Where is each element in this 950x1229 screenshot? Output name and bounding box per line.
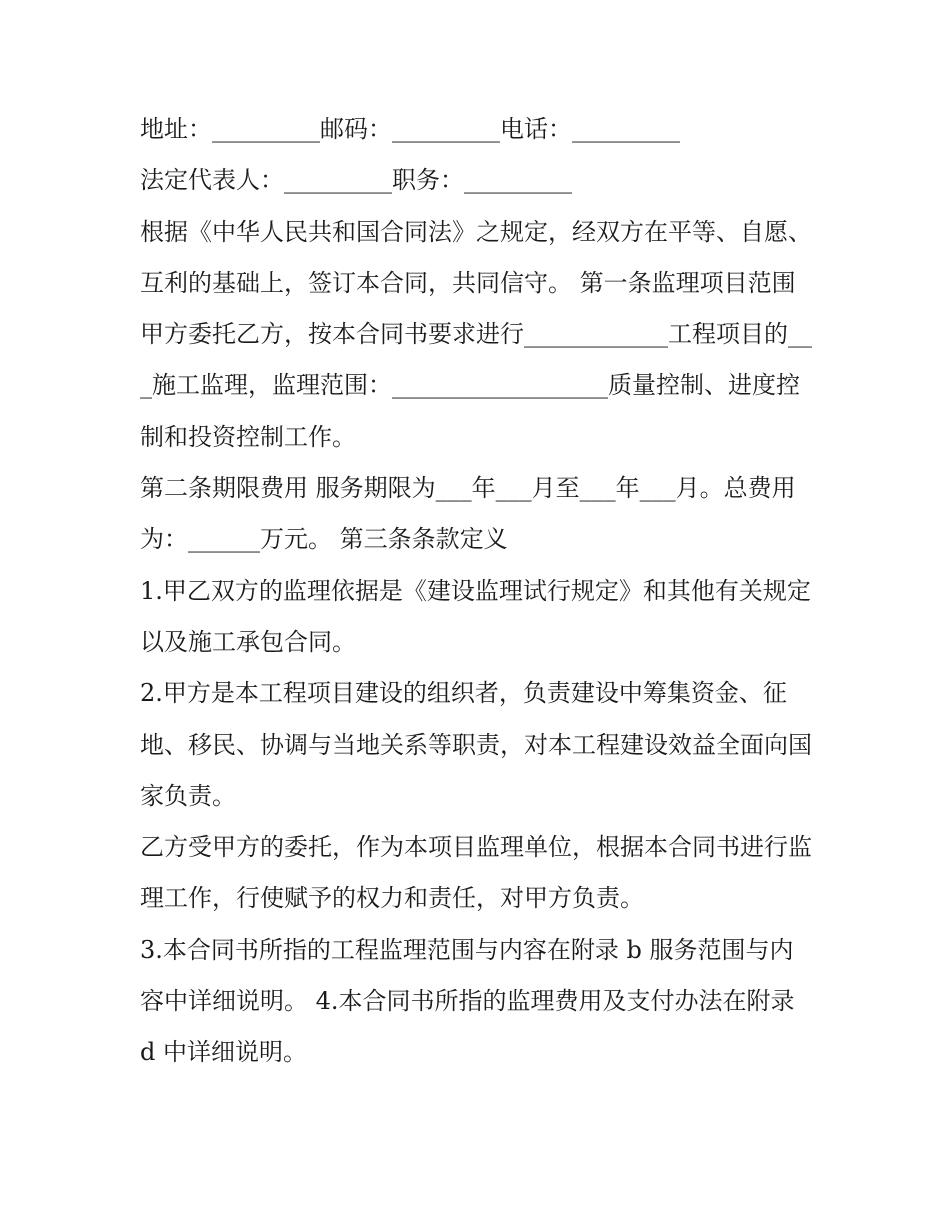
preamble-paragraph: 根据《中华人民共和国合同法》之规定，经双方在平等、自愿、互利的基础上，签订本合同，共同信守。 第一条监理项目范围 — [140, 217, 812, 297]
party-b-paragraph: 乙方受甲方的委托，作为本项目监理单位，根据本合同书进行监理工作，行使赋予的权力和责任，对甲方负责。 — [140, 833, 812, 913]
clause-3-4-paragraph: 3.本合同书所指的工程监理范围与内容在附录 b 服务范围与内容中详细说明。 4.本合同书所指的监理费用及支付办法在附录 d 中详细说明。 — [140, 935, 795, 1067]
term-fee-paragraph: 第二条期限费用 服务期限为___年___月至___年___月。总费用为：______万元。 第三条条款定义 — [140, 474, 796, 554]
clause-2-paragraph: 2.甲方是本工程项目建设的组织者，负责建设中筹集资金、征地、移民、协调与当地关系等职责，对本工程建设效益全面向国家负责。 — [140, 679, 812, 810]
address-line: 地址：_________邮码：_________电话：_________ — [140, 115, 680, 143]
scope-paragraph: 甲方委托乙方，按本合同书要求进行____________工程项目的___施工监理，监理范围：__________________质量控制、进度控制和投资控制工作。 — [140, 320, 812, 451]
clause-1-paragraph: 1.甲乙双方的监理依据是《建设监理试行规定》和其他有关规定以及施工承包合同。 — [140, 576, 811, 656]
legal-representative-line: 法定代表人：_________职务：_________ — [140, 166, 572, 195]
document-body — [140, 104, 812, 1079]
